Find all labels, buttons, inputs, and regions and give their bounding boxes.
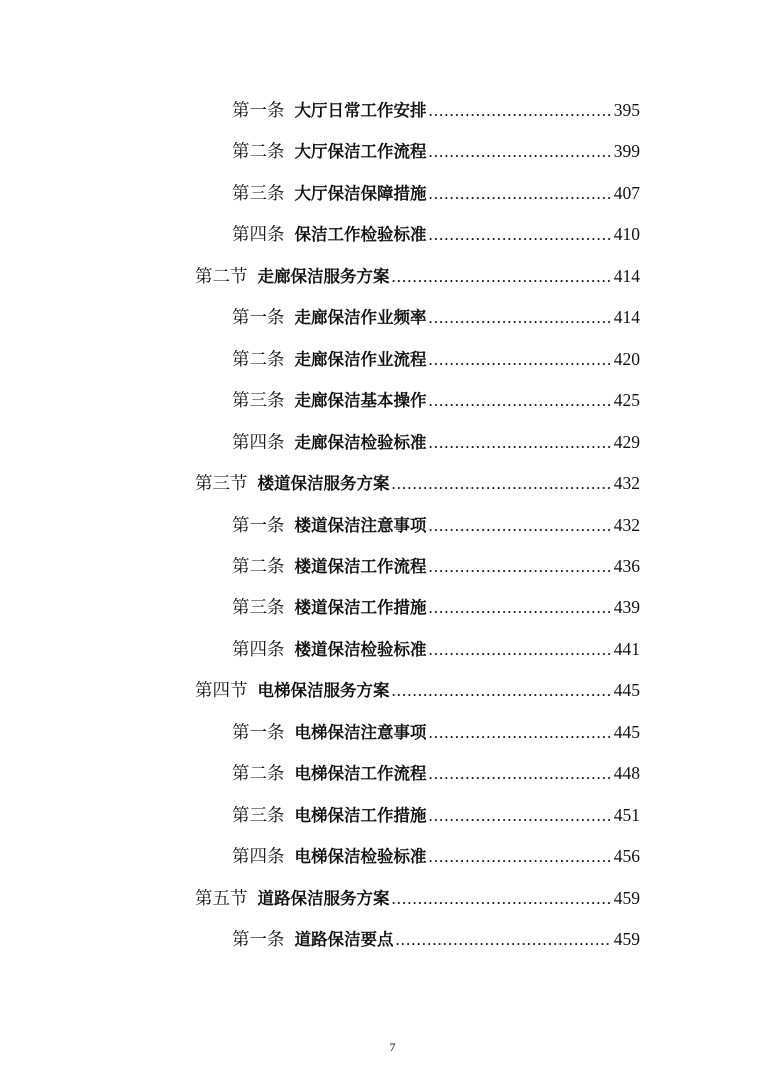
toc-entry-label: 第三条 xyxy=(232,597,285,618)
toc-entry-label: 第一条 xyxy=(232,307,285,328)
toc-article-entry[interactable] xyxy=(232,347,640,371)
toc-entry-title: 电梯保洁注意事项 xyxy=(294,722,427,742)
toc-entry-title: 大厅保洁保障措施 xyxy=(294,183,427,203)
toc-article-entry[interactable] xyxy=(232,513,640,537)
toc-entry-title: 楼道保洁检验标准 xyxy=(294,639,427,659)
toc-entry-title: 走廊保洁检验标准 xyxy=(294,432,427,452)
toc-entry-page: 441 xyxy=(613,638,640,659)
toc-entry-title: 走廊保洁作业频率 xyxy=(294,308,427,328)
toc-entry-title: 道路保洁服务方案 xyxy=(257,888,390,908)
toc-entry-page: 429 xyxy=(613,431,640,452)
toc-article-entry[interactable] xyxy=(232,803,640,827)
toc-entry-label: 第四条 xyxy=(232,846,285,867)
toc-entry-title: 电梯保洁服务方案 xyxy=(257,681,390,701)
page-number: 7 xyxy=(389,1040,396,1054)
toc-entry-label: 第二条 xyxy=(232,348,285,369)
toc-entry-label: 第二条 xyxy=(232,141,285,162)
toc-entry-page: 414 xyxy=(613,265,640,286)
toc-entry-title: 保洁工作检验标准 xyxy=(294,225,427,245)
dot-leader xyxy=(392,265,612,289)
toc-entry-page: 395 xyxy=(613,100,640,120)
toc-entry-page: 448 xyxy=(613,763,640,784)
toc-entry-label: 第二节 xyxy=(195,265,248,286)
dot-leader xyxy=(396,928,612,952)
dot-leader xyxy=(429,721,612,745)
dot-leader xyxy=(429,638,612,662)
toc-article-entry[interactable] xyxy=(232,139,640,163)
toc-entry-title: 大厅保洁工作流程 xyxy=(294,142,427,162)
toc-entry-page: 459 xyxy=(613,929,640,949)
dot-leader xyxy=(429,431,612,455)
toc-article-entry[interactable] xyxy=(232,98,640,122)
toc-entry-label: 第二条 xyxy=(232,763,285,784)
toc-entry-page: 410 xyxy=(613,224,640,245)
toc-entry-label: 第一条 xyxy=(232,100,285,120)
toc-entry-title: 楼道保洁注意事项 xyxy=(294,515,427,535)
dot-leader xyxy=(429,804,612,828)
dot-leader xyxy=(429,223,612,247)
toc-entry-label: 第二条 xyxy=(232,555,285,576)
dot-leader xyxy=(429,514,612,538)
toc-entry-label: 第一条 xyxy=(232,929,285,949)
toc-entry-page: 445 xyxy=(613,721,640,742)
toc-article-entry[interactable] xyxy=(232,222,640,246)
toc-entry-label: 第四节 xyxy=(195,680,248,701)
toc-entry-title: 楼道保洁服务方案 xyxy=(257,474,390,494)
toc-article-entry[interactable] xyxy=(232,554,640,578)
toc-section-entry[interactable] xyxy=(195,471,640,495)
toc-entry-page: 436 xyxy=(613,555,640,576)
toc-entry-label: 第一条 xyxy=(232,514,285,535)
toc-article-entry[interactable] xyxy=(232,430,640,454)
toc-entry-title: 楼道保洁工作措施 xyxy=(294,598,427,618)
toc-entry-title: 电梯保洁工作措施 xyxy=(294,805,427,825)
toc-article-entry[interactable] xyxy=(232,181,640,205)
toc-entry-page: 445 xyxy=(613,680,640,701)
dot-leader xyxy=(429,348,612,372)
toc-entry-page: 451 xyxy=(613,804,640,825)
toc-entry-label: 第五节 xyxy=(195,887,248,908)
toc-entry-label: 第四条 xyxy=(232,224,285,245)
toc-section-entry[interactable] xyxy=(195,678,640,702)
dot-leader xyxy=(429,596,612,620)
toc-article-entry[interactable] xyxy=(232,388,640,412)
toc-entry-title: 道路保洁要点 xyxy=(294,930,394,949)
dot-leader xyxy=(392,679,612,703)
toc-article-entry[interactable] xyxy=(232,844,640,868)
toc-article-entry[interactable] xyxy=(232,761,640,785)
toc-article-entry[interactable] xyxy=(232,720,640,744)
toc-entry-label: 第三条 xyxy=(232,390,285,411)
toc-entry-label: 第一条 xyxy=(232,721,285,742)
toc-entry-label: 第三条 xyxy=(232,804,285,825)
dot-leader xyxy=(429,555,612,579)
toc-section-entry[interactable] xyxy=(195,886,640,910)
dot-leader xyxy=(429,845,612,869)
toc-entry-page: 432 xyxy=(613,514,640,535)
toc-entry-page: 399 xyxy=(613,141,640,162)
toc-entry-page: 425 xyxy=(613,390,640,411)
toc-entry-title: 大厅日常工作安排 xyxy=(294,101,427,120)
toc-entry-page: 432 xyxy=(613,473,640,494)
toc-entry-title: 电梯保洁检验标准 xyxy=(294,847,427,867)
toc-entry-label: 第四条 xyxy=(232,638,285,659)
dot-leader xyxy=(392,887,612,911)
toc-entry-page: 414 xyxy=(613,307,640,328)
toc-section-entry[interactable] xyxy=(195,264,640,288)
toc-entry-page: 459 xyxy=(613,887,640,908)
toc-entry-label: 第三条 xyxy=(232,182,285,203)
dot-leader xyxy=(429,182,612,206)
toc-article-entry[interactable] xyxy=(232,305,640,329)
toc-article-entry[interactable] xyxy=(232,637,640,661)
dot-leader xyxy=(392,472,612,496)
toc-entry-title: 楼道保洁工作流程 xyxy=(294,556,427,576)
dot-leader xyxy=(429,140,612,164)
dot-leader xyxy=(429,762,612,786)
toc-entry-page: 456 xyxy=(613,846,640,867)
toc-entry-title: 走廊保洁作业流程 xyxy=(294,349,427,369)
toc-article-entry[interactable] xyxy=(232,595,640,619)
toc-entry-label: 第四条 xyxy=(232,431,285,452)
toc-entry-title: 走廊保洁服务方案 xyxy=(257,266,390,286)
toc-entry-page: 420 xyxy=(613,348,640,369)
toc-article-entry[interactable] xyxy=(232,927,640,951)
dot-leader xyxy=(429,389,612,413)
toc-entry-title: 走廊保洁基本操作 xyxy=(294,391,427,411)
toc-entry-label: 第三节 xyxy=(195,473,248,494)
dot-leader xyxy=(429,99,612,123)
dot-leader xyxy=(429,306,612,330)
toc-entry-title: 电梯保洁工作流程 xyxy=(294,764,427,784)
toc-entry-page: 407 xyxy=(613,182,640,203)
toc-entry-page: 439 xyxy=(613,597,640,618)
